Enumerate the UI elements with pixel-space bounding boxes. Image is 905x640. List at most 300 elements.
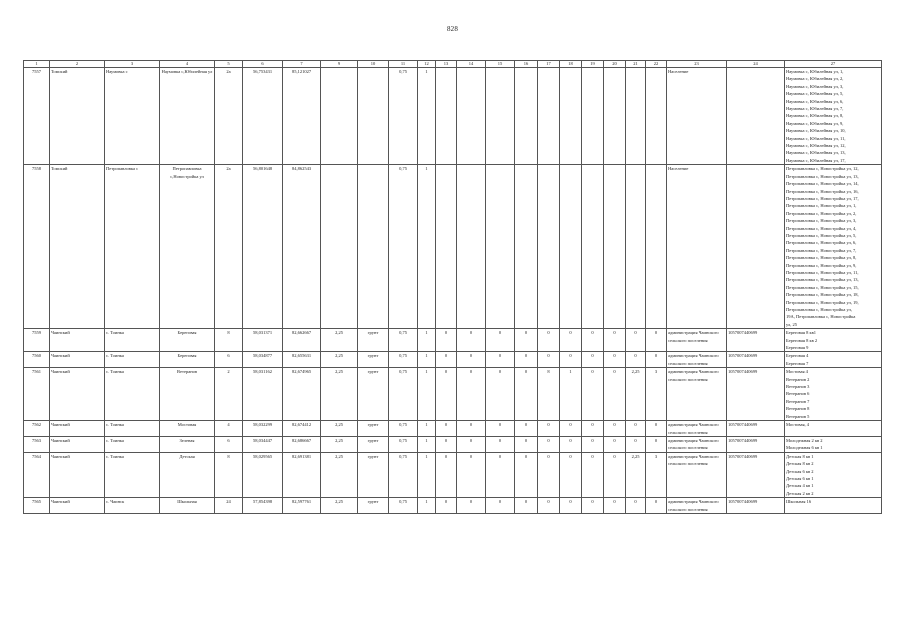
column-header: 1 <box>24 61 50 68</box>
cell-c19: 0 <box>582 352 604 368</box>
cell-c12: 1 <box>418 368 436 421</box>
cell-c12: 1 <box>418 436 436 452</box>
cell-addresses <box>785 436 882 452</box>
cell-id: 7560 <box>24 352 50 368</box>
cell-c14: 0 <box>457 436 486 452</box>
address-line: Детская 8 кв 2 <box>786 461 814 467</box>
cell-c22 <box>646 165 667 329</box>
cell-c11: 0,75 <box>389 452 418 497</box>
cell-c17 <box>538 68 560 165</box>
column-header: 14 <box>457 61 486 68</box>
cell-c19: 0 <box>582 436 604 452</box>
cell-c14: 0 <box>457 421 486 437</box>
cell-district: Чаинский <box>50 352 105 368</box>
address-line: Береговая 8 кв1 <box>786 330 817 336</box>
cell-addresses <box>785 452 882 497</box>
cell-c9 <box>321 165 358 329</box>
address-line: Наумовка с, Юбилейная ул, 13, <box>786 150 846 156</box>
cell-c22: 3 <box>646 368 667 421</box>
table-row <box>24 421 882 437</box>
cell-ogrn <box>727 68 785 165</box>
cell-num: 24 <box>215 498 243 514</box>
column-header: 16 <box>515 61 538 68</box>
cell-c19: 0 <box>582 329 604 352</box>
cell-street: Петропавловка с,Новостройка ул <box>160 165 215 329</box>
address-line: Петропавловка с, Новостройка ул, 17, <box>786 195 859 201</box>
cell-c20 <box>604 68 626 165</box>
cell-c19: 0 <box>582 452 604 497</box>
address-line: Ветеранов 7 <box>786 398 810 404</box>
cell-c10: грунт <box>358 436 389 452</box>
cell-c21: 0 <box>626 352 646 368</box>
address-line: Наумовка с, Юбилейная ул, 3, <box>786 83 844 89</box>
address-line: Ветеранов 6 <box>786 391 810 397</box>
address-line: Наумовка с, Юбилейная ул, 1, <box>786 69 844 74</box>
cell-c17: 0 <box>538 421 560 437</box>
column-header: 23 <box>667 61 727 68</box>
cell-district: Чаинский <box>50 436 105 452</box>
cell-owner: администрация Чаинского сельского поселения <box>667 436 727 452</box>
address-line: Мостовая 4 <box>786 369 808 375</box>
cell-lon: 82,686667 <box>283 436 321 452</box>
cell-lon: 82,597761 <box>283 498 321 514</box>
cell-c9: 2,25 <box>321 352 358 368</box>
cell-street: Зеленая <box>160 436 215 452</box>
address-line: Наумовка с, Юбилейная ул, 17, <box>786 157 846 163</box>
cell-street: Наумовка с,Юбилейная ул <box>160 68 215 165</box>
cell-addresses <box>785 329 882 352</box>
cell-c9: 2,25 <box>321 498 358 514</box>
cell-c12: 1 <box>418 165 436 329</box>
cell-lat: 58,029565 <box>243 452 283 497</box>
cell-settlement: с. Тоинка <box>105 352 160 368</box>
address-line: Наумовка с, Юбилейная ул, 12, <box>786 143 846 149</box>
cell-c15 <box>486 68 515 165</box>
cell-district: Томский <box>50 68 105 165</box>
cell-c18: 1 <box>560 368 582 421</box>
cell-c22: 0 <box>646 352 667 368</box>
cell-num: 6 <box>215 436 243 452</box>
address-line: Детская 8 кв 1 <box>786 453 814 459</box>
address-line: Береговая 4 <box>786 353 809 359</box>
cell-c22: 0 <box>646 421 667 437</box>
address-line: Ветеранов 8 <box>786 406 810 412</box>
cell-c12: 1 <box>418 452 436 497</box>
column-header: 11 <box>389 61 418 68</box>
column-header: 3 <box>105 61 160 68</box>
cell-c21: 0 <box>626 436 646 452</box>
cell-c10: грунт <box>358 421 389 437</box>
address-line: Петропавловка с, Новостройка ул, 9, <box>786 262 857 268</box>
cell-c9: 2,25 <box>321 436 358 452</box>
cell-c9: 2,25 <box>321 421 358 437</box>
column-header: 21 <box>626 61 646 68</box>
cell-ogrn <box>727 165 785 329</box>
cell-district: Чаинский <box>50 368 105 421</box>
column-header: 13 <box>436 61 457 68</box>
cell-c16: 0 <box>515 368 538 421</box>
address-line: Береговая 9 <box>786 345 809 351</box>
cell-id: 7564 <box>24 452 50 497</box>
address-line: Ветеранов 2 <box>786 376 810 382</box>
cell-district: Томский <box>50 165 105 329</box>
cell-c14 <box>457 68 486 165</box>
address-line: Школьная 16 <box>786 499 812 505</box>
column-header: 17 <box>538 61 560 68</box>
cell-c17: 0 <box>538 452 560 497</box>
address-line: Петропавловка с, Новостройка ул, 13, <box>786 173 859 179</box>
cell-c14: 0 <box>457 368 486 421</box>
address-line: Наумовка с, Юбилейная ул, 7, <box>786 106 844 112</box>
cell-c18: 0 <box>560 452 582 497</box>
address-line: Береговая 8 кв 2 <box>786 337 818 343</box>
cell-c13: 0 <box>436 421 457 437</box>
address-line: Береговая 7 <box>786 360 809 366</box>
cell-c9: 2,25 <box>321 368 358 421</box>
cell-c17: 0 <box>538 498 560 514</box>
cell-c21: 2,25 <box>626 452 646 497</box>
table-row <box>24 352 882 368</box>
cell-id: 7565 <box>24 498 50 514</box>
cell-ogrn: 1057007440699 <box>727 452 785 497</box>
registry-table <box>23 60 882 514</box>
address-line: Наумовка с, Юбилейная ул, 6, <box>786 98 844 104</box>
table-body <box>24 68 882 514</box>
address-line: Петропавловка с, Новостройка ул, 14, <box>786 181 859 187</box>
cell-settlement: с. Тоинка <box>105 436 160 452</box>
column-header: 12 <box>418 61 436 68</box>
header-row <box>24 61 882 68</box>
address-line: Ветеранов 5 <box>786 413 810 419</box>
cell-c11: 0,75 <box>389 68 418 165</box>
cell-c15: 0 <box>486 329 515 352</box>
cell-c20: 0 <box>604 452 626 497</box>
cell-c11: 0,75 <box>389 368 418 421</box>
address-line: Наумовка с, Юбилейная ул, 11, <box>786 135 846 141</box>
cell-c20: 0 <box>604 329 626 352</box>
cell-c16 <box>515 68 538 165</box>
cell-c11: 0,75 <box>389 165 418 329</box>
address-line: Детская 6 кв 2 <box>786 468 814 474</box>
column-header: 20 <box>604 61 626 68</box>
cell-id: 7559 <box>24 329 50 352</box>
table-row <box>24 68 882 165</box>
address-line: Петропавловка с, Новостройка ул, 19, <box>786 299 859 305</box>
cell-addresses <box>785 165 882 329</box>
cell-c19: 0 <box>582 421 604 437</box>
cell-c16: 0 <box>515 352 538 368</box>
address-line: Наумовка с, Юбилейная ул, 10, <box>786 128 846 134</box>
cell-c18 <box>560 165 582 329</box>
cell-c15: 0 <box>486 436 515 452</box>
address-line: Петропавловка с, Новостройка ул, 15, <box>786 284 859 290</box>
cell-c16: 0 <box>515 329 538 352</box>
cell-c14: 0 <box>457 452 486 497</box>
cell-c20: 0 <box>604 368 626 421</box>
cell-c22: 0 <box>646 329 667 352</box>
cell-ogrn: 1057007440699 <box>727 421 785 437</box>
cell-owner: Население <box>667 68 727 165</box>
cell-id: 7563 <box>24 436 50 452</box>
address-line: Петропавловка с, Новостройка ул, 16, <box>786 188 859 194</box>
address-line: Петропавловка с, Новостройка ул, 3, <box>786 218 857 224</box>
address-line: Ветеранов 3 <box>786 384 810 390</box>
column-header: 9 <box>321 61 358 68</box>
cell-owner: администрация Чаинского сельского поселения <box>667 352 727 368</box>
cell-c12: 1 <box>418 68 436 165</box>
cell-c16: 0 <box>515 421 538 437</box>
table-row <box>24 368 882 421</box>
cell-id: 7561 <box>24 368 50 421</box>
cell-c16: 0 <box>515 452 538 497</box>
cell-c15: 0 <box>486 352 515 368</box>
cell-lon: 82,662667 <box>283 329 321 352</box>
cell-c11: 0,75 <box>389 421 418 437</box>
cell-ogrn: 1057007440699 <box>727 352 785 368</box>
cell-c15: 0 <box>486 421 515 437</box>
cell-lat: 56,753431 <box>243 68 283 165</box>
cell-c13: 0 <box>436 436 457 452</box>
cell-num: 2а <box>215 165 243 329</box>
cell-num: 8 <box>215 452 243 497</box>
cell-c10: грунт <box>358 498 389 514</box>
cell-settlement: Петропавловка с <box>105 165 160 329</box>
page-number: 828 <box>446 25 459 33</box>
address-line: Петропавловка с, Новостройка ул, 6, <box>786 240 857 246</box>
cell-c13: 0 <box>436 329 457 352</box>
cell-street: Мостовая <box>160 421 215 437</box>
cell-c21: 0 <box>626 421 646 437</box>
cell-settlement: с. Тоинка <box>105 421 160 437</box>
cell-lat: 56,801648 <box>243 165 283 329</box>
cell-id: 7558 <box>24 165 50 329</box>
address-line: Детская 4 кв 1 <box>786 483 814 489</box>
cell-c19 <box>582 165 604 329</box>
address-line: Петропавловка с, Новостройка ул, <box>786 307 852 312</box>
cell-c22: 3 <box>646 452 667 497</box>
column-header: 22 <box>646 61 667 68</box>
address-line: Детская 2 кв 2 <box>786 490 814 496</box>
cell-c15: 0 <box>486 498 515 514</box>
cell-c20 <box>604 165 626 329</box>
cell-district: Чаинский <box>50 421 105 437</box>
address-line: Петропавловка с, Новостройка ул, 8, <box>786 255 857 261</box>
cell-c20: 0 <box>604 436 626 452</box>
cell-c17: 8 <box>538 368 560 421</box>
address-line: 19А, Петропавловка с, Новостройка <box>786 314 856 320</box>
cell-lon: 82,674965 <box>283 368 321 421</box>
cell-lon: 82,691381 <box>283 452 321 497</box>
cell-c18: 0 <box>560 352 582 368</box>
address-line: Петропавловка с, Новостройка ул, 5, <box>786 232 857 238</box>
cell-c10 <box>358 165 389 329</box>
cell-street: Ветеранов <box>160 368 215 421</box>
cell-c10: грунт <box>358 368 389 421</box>
cell-c13: 0 <box>436 352 457 368</box>
cell-c17: 0 <box>538 352 560 368</box>
cell-c9: 2,25 <box>321 329 358 352</box>
cell-settlement: с. Тоинка <box>105 368 160 421</box>
cell-c13: 0 <box>436 452 457 497</box>
table-row <box>24 329 882 352</box>
cell-c22: 0 <box>646 498 667 514</box>
address-line: Наумовка с, Юбилейная ул, 2, <box>786 76 844 82</box>
cell-c14: 0 <box>457 329 486 352</box>
cell-c11: 0,75 <box>389 352 418 368</box>
cell-c12: 1 <box>418 498 436 514</box>
cell-c18: 0 <box>560 329 582 352</box>
address-line: Петропавловка с, Новостройка ул, 4, <box>786 225 857 231</box>
cell-c11: 0,75 <box>389 436 418 452</box>
cell-c20: 0 <box>604 352 626 368</box>
column-header: 15 <box>486 61 515 68</box>
address-line: Петропавловка с, Новостройка ул, 13, <box>786 277 859 283</box>
address-line: ул, 25 <box>786 321 798 327</box>
address-line: Молодежная 6 кв 1 <box>786 445 823 451</box>
cell-lat: 58,034447 <box>243 436 283 452</box>
cell-c13: 0 <box>436 498 457 514</box>
cell-district: Чаинский <box>50 329 105 352</box>
cell-c16 <box>515 165 538 329</box>
cell-c21 <box>626 68 646 165</box>
cell-lon: 85,121027 <box>283 68 321 165</box>
cell-c16: 0 <box>515 498 538 514</box>
cell-lon: 82,674412 <box>283 421 321 437</box>
cell-c10 <box>358 68 389 165</box>
cell-c22: 0 <box>646 436 667 452</box>
column-header: 2 <box>50 61 105 68</box>
table-row <box>24 498 882 514</box>
cell-lon: 82,655631 <box>283 352 321 368</box>
cell-c10: грунт <box>358 352 389 368</box>
cell-c12: 1 <box>418 329 436 352</box>
cell-street: Береговая <box>160 329 215 352</box>
column-header: 24 <box>727 61 785 68</box>
cell-owner: администрация Чаинского сельского поселения <box>667 329 727 352</box>
cell-c10: грунт <box>358 329 389 352</box>
cell-settlement: с. Тоинка <box>105 452 160 497</box>
column-header: 18 <box>560 61 582 68</box>
cell-owner: администрация Чаинского сельского поселения <box>667 368 727 421</box>
cell-c13 <box>436 165 457 329</box>
cell-num: 2 <box>215 368 243 421</box>
address-line: Детская 6 кв 1 <box>786 475 814 481</box>
cell-id: 7562 <box>24 421 50 437</box>
cell-c14: 0 <box>457 498 486 514</box>
address-line: Наумовка с, Юбилейная ул, 9, <box>786 120 844 126</box>
cell-c21 <box>626 165 646 329</box>
column-header: 5 <box>215 61 243 68</box>
cell-street: Детская <box>160 452 215 497</box>
address-line: Петропавловка с, Новостройка ул, 7, <box>786 247 857 253</box>
cell-owner: Население <box>667 165 727 329</box>
cell-c18: 0 <box>560 421 582 437</box>
cell-settlement: Наумовка с <box>105 68 160 165</box>
address-line: Петропавловка с, Новостройка ул, 18, <box>786 292 859 298</box>
cell-c11: 0,75 <box>389 498 418 514</box>
column-header: 4 <box>160 61 215 68</box>
address-line: Наумовка с, Юбилейная ул, 5, <box>786 91 844 97</box>
column-header: 6 <box>243 61 283 68</box>
table-row <box>24 436 882 452</box>
cell-c14: 0 <box>457 352 486 368</box>
cell-c18: 0 <box>560 436 582 452</box>
cell-c19: 0 <box>582 368 604 421</box>
cell-owner: администрация Чаинского сельского поселения <box>667 421 727 437</box>
address-line: Петропавловка с, Новостройка ул, 2, <box>786 210 857 216</box>
cell-c11: 0,75 <box>389 329 418 352</box>
cell-settlement: с. Тоинка <box>105 329 160 352</box>
column-header: 10 <box>358 61 389 68</box>
cell-c13 <box>436 68 457 165</box>
cell-c18: 0 <box>560 498 582 514</box>
cell-addresses <box>785 498 882 514</box>
address-line: Петропавловка с, Новостройка ул, 12, <box>786 166 859 172</box>
address-line: Петропавловка с, Новостройка ул, 1, <box>786 203 857 209</box>
cell-c10: грунт <box>358 452 389 497</box>
cell-id: 7557 <box>24 68 50 165</box>
table-row <box>24 452 882 497</box>
cell-ogrn: 1057007440699 <box>727 329 785 352</box>
cell-district: Чаинский <box>50 498 105 514</box>
cell-c15: 0 <box>486 452 515 497</box>
cell-c17 <box>538 165 560 329</box>
cell-c14 <box>457 165 486 329</box>
cell-c21: 0 <box>626 329 646 352</box>
cell-num: 6 <box>215 352 243 368</box>
cell-c12: 1 <box>418 421 436 437</box>
cell-c17: 0 <box>538 329 560 352</box>
cell-c20: 0 <box>604 421 626 437</box>
address-line: Молодежная 2 кв 2 <box>786 437 823 443</box>
cell-c19: 0 <box>582 498 604 514</box>
cell-num: 4 <box>215 421 243 437</box>
cell-lat: 57,854398 <box>243 498 283 514</box>
cell-c21: 2,25 <box>626 368 646 421</box>
cell-c16: 0 <box>515 436 538 452</box>
cell-c17: 0 <box>538 436 560 452</box>
cell-c21: 0 <box>626 498 646 514</box>
cell-c22 <box>646 68 667 165</box>
cell-c12: 1 <box>418 352 436 368</box>
cell-num: 8 <box>215 329 243 352</box>
cell-ogrn: 1057007440699 <box>727 436 785 452</box>
cell-c19 <box>582 68 604 165</box>
cell-addresses <box>785 68 882 165</box>
cell-c13: 0 <box>436 368 457 421</box>
cell-addresses <box>785 368 882 421</box>
cell-settlement: с. Чаинск <box>105 498 160 514</box>
column-header: 7 <box>283 61 321 68</box>
address-line: Петропавловка с, Новостройка ул, 11, <box>786 269 859 275</box>
cell-lat: 58,032299 <box>243 421 283 437</box>
cell-street: Береговая <box>160 352 215 368</box>
cell-lat: 58,031162 <box>243 368 283 421</box>
cell-num: 2а <box>215 68 243 165</box>
cell-ogrn: 1057007440699 <box>727 498 785 514</box>
table-row <box>24 165 882 329</box>
cell-c15: 0 <box>486 368 515 421</box>
cell-owner: администрация Чаинского сельского поселения <box>667 498 727 514</box>
cell-street: Школьная <box>160 498 215 514</box>
cell-district: Чаинский <box>50 452 105 497</box>
cell-c15 <box>486 165 515 329</box>
cell-c9 <box>321 68 358 165</box>
cell-addresses <box>785 352 882 368</box>
cell-addresses <box>785 421 882 437</box>
cell-lat: 58,034877 <box>243 352 283 368</box>
column-header: 19 <box>582 61 604 68</box>
